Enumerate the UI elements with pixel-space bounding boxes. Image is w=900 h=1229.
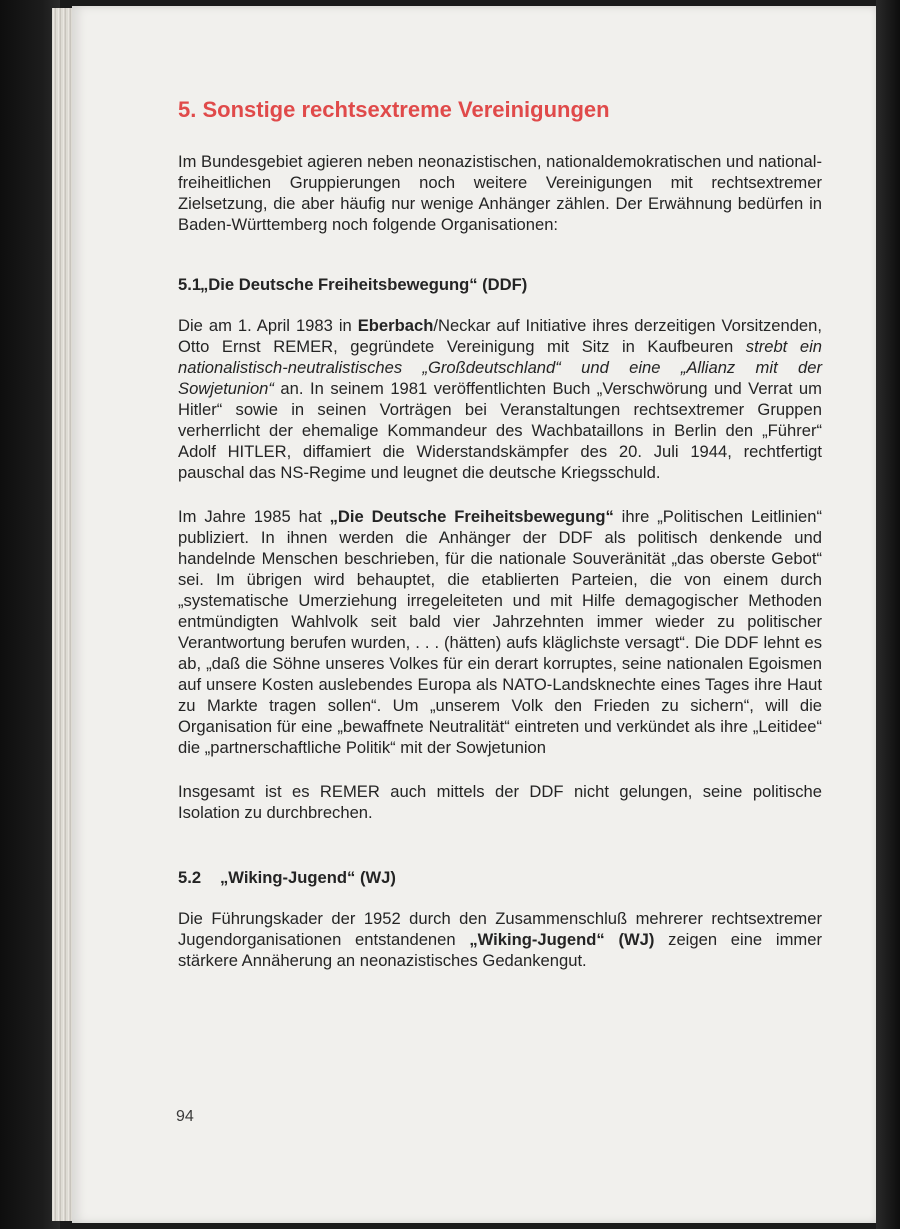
- text-run: ihre „Politischen Leitlinien“ publiziert. In ihnen werden die Anhänger der DDF als politisch denkende und handelnde Menschen beschrieben, für die nationale Souveränität „das oberste Gebot“ sei. Im übrigen wird behauptet, die etablierten Parteien, die von einem durch „systematische Umerziehung irregeleiteten und mit Hilfe demagogischer Methoden entmündigten Wahlvolk seit bald vier Jahrzehnten immer wieder zu politischer Verantwortung berufen wurden, . . . (hätten) aufs kläglichste versagt“. Die DDF lehnt es ab, „daß die Söhne unseres Volkes für ein derart korruptes, seine nationalen Egoismen auf unsere Kosten auslebendes Europa als NATO-Landsknechte eines Tages ihre Haut zu Markte tragen sollen“. Um „unserem Volk den Frieden zu sichern“, will die Organisation für eine „bewaffnete Neutralität“ eintreten und verkündet als ihre „Leitidee“ die „partnerschaftliche Politik“ mit der Sowjetunion: [178, 507, 822, 757]
- bold-text: „Wiking-Jugend“ (WJ): [469, 930, 655, 949]
- section-heading-5-2: [178, 867, 822, 888]
- ddf-paragraph-2: [178, 506, 822, 758]
- bold-text: „Die Deutsche Freiheitsbewegung“: [329, 507, 614, 526]
- book-spine-shadow: [0, 0, 60, 1229]
- section-title: „Wiking-Jugend“ (WJ): [220, 868, 396, 887]
- section-heading-5-1: [178, 274, 822, 295]
- ddf-paragraph-3: Insgesamt ist es REMER auch mittels der DDF nicht gelungen, seine politische Isolation zu durchbrechen.: [178, 782, 822, 822]
- text-run: Die Führungskader der 1952 durch den Zusammenschluß mehrerer rechtsextremer Jugendorganisationen entstandenen: [178, 909, 822, 949]
- text-run: /Neckar auf Initiative ihres derzeitigen Vorsitzenden, Otto Ernst REMER, gegründete Vereinigung mit Sitz in Kaufbeuren: [178, 316, 822, 356]
- section-number: 5.2: [178, 868, 202, 887]
- page-edges: [52, 8, 74, 1221]
- right-edge-shadow: [876, 0, 900, 1229]
- wj-paragraph-1: [178, 908, 822, 971]
- bold-text: Eberbach: [357, 316, 434, 335]
- text-run: Im Jahre 1985 hat: [178, 507, 330, 526]
- chapter-heading: 5. Sonstige rechtsextreme Vereinigungen: [178, 97, 610, 122]
- ddf-paragraph-1: [178, 315, 822, 483]
- intro-paragraph: Im Bundesgebiet agieren neben neonazistischen, nationaldemokratischen und national-freiheitlichen Gruppierungen noch weitere Vereinigungen mit rechtsextremer Zielsetzung, die aber häufig nur wenige Anhänger zählen. Der Erwähnung bedürfen in Baden-Württemberg noch folgende Organisationen:: [178, 152, 822, 234]
- page-number: 94: [176, 1108, 194, 1125]
- section-title: „Die Deutsche Freiheitsbewegung“ (DDF): [200, 275, 528, 294]
- page-content: [178, 96, 822, 971]
- section-number: 5.1: [178, 275, 202, 294]
- text-run: zeigen eine immer stärkere Annäherung an neonazistisches Gedankengut.: [178, 930, 822, 970]
- text-run: an. In seinem 1981 veröffentlichten Buch „Verschwörung und Verrat um Hitler“ sowie in seinen Vorträgen bei Veranstaltungen rechtsextremer Gruppen verherrlicht der ehemalige Kommandeur des Wachbataillons in Berlin den „Führer“ Adolf HITLER, diffamiert die Widerstandskämpfer des 20. Juli 1944, rechtfertigt pauschal das NS-Regime und leugnet die deutsche Kriegsschuld.: [178, 379, 822, 482]
- italic-text: strebt ein nationalistisch-neutralistisches „Großdeutschland“ und eine „Allianz mit der Sowjetunion“: [178, 337, 823, 398]
- text-run: Die am 1. April 1983 in: [178, 316, 358, 335]
